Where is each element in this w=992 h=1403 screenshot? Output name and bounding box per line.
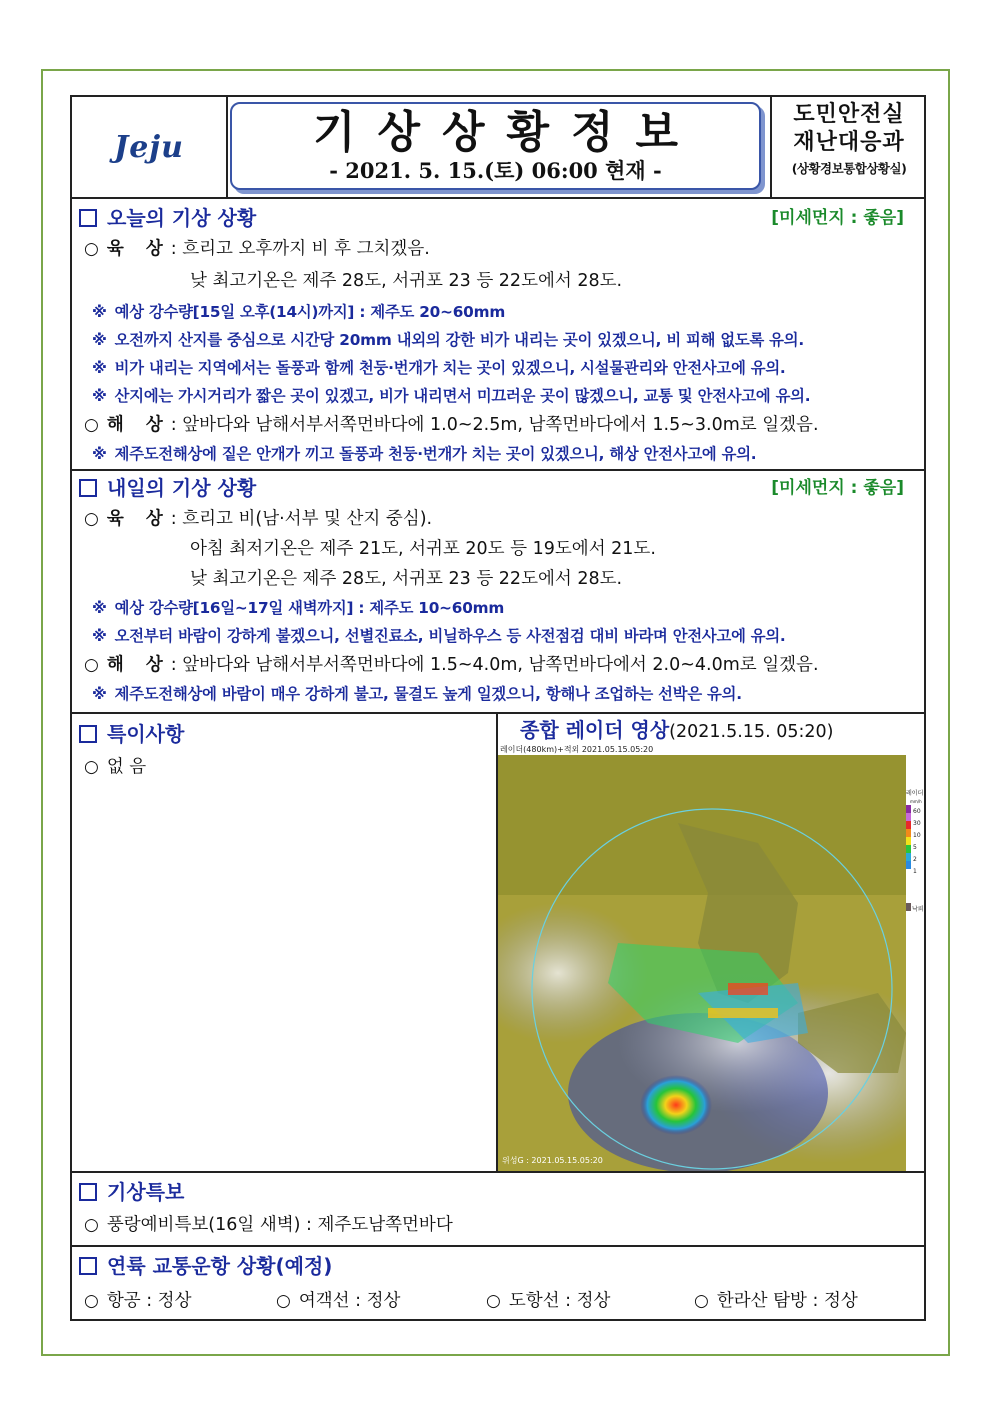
transport-island-ferry: ○ 도항선 : 정상	[486, 1291, 611, 1311]
organization-box	[770, 97, 926, 197]
legend-value: 2	[913, 856, 917, 863]
title-box	[230, 102, 761, 190]
radar-map-graphic	[498, 743, 924, 1171]
legend-unit: mm/h	[910, 799, 922, 804]
divider	[72, 712, 924, 714]
legend-value: 30	[913, 820, 921, 827]
checkbox-icon	[79, 479, 97, 497]
legend-value: 60	[913, 808, 921, 815]
tomorrow-land: ○ 육 상: 흐리고 비(남·서부 및 산지 중심).	[84, 509, 433, 529]
today-note-4: ※ 산지에는 가시거리가 짧은 곳이 있겠고, 비가 내리면서 미끄러운 곳이 많겠으니, 교통 및 안전사고에 유의.	[92, 387, 811, 405]
legend-title: 레이더	[906, 790, 924, 797]
report-document	[70, 95, 926, 1321]
circle-bullet-icon: ○	[84, 757, 99, 777]
radar-img-header: 레이더(480km)+적외 2021.05.15.05:20	[500, 745, 654, 754]
checkbox-icon	[79, 725, 97, 743]
tomorrow-title: 내일의 기상 상황	[79, 475, 256, 501]
warning-title: 기상특보	[79, 1179, 184, 1205]
today-sea: ○ 해 상: 앞바다와 남해서부서쪽먼바다에 1.0~2.5m, 남쪽먼바다에서 1.5~3.0m로 일겠음.	[84, 415, 819, 435]
tomorrow-note-1: ※ 예상 강수량[16일~17일 새벽까지] : 제주도 10~60mm	[92, 599, 505, 617]
today-sea-note: ※ 제주도전해상에 짙은 안개가 끼고 돌풍과 천둥·번개가 치는 곳이 있겠으니, 해상 안전사고에 유의.	[92, 445, 757, 463]
logo-text: Jeju	[114, 129, 184, 165]
today-land-temp: 낮 최고기온은 제주 28도, 서귀포 23 등 22도에서 28도.	[190, 271, 623, 291]
legend-value: 5	[913, 844, 917, 851]
warning-item: ○ 풍랑예비특보(16일 새벽) : 제주도남쪽먼바다	[84, 1215, 453, 1235]
circle-bullet-icon: ○	[84, 655, 99, 675]
transport-title: 연륙 교통운항 상황(예정)	[79, 1253, 332, 1279]
radar-image	[496, 743, 924, 1171]
report-header	[72, 97, 924, 199]
tomorrow-note-2: ※ 오전부터 바람이 강하게 불겠으니, 선별진료소, 비닐하우스 등 사전점검 대비 바라며 안전사고에 유의.	[92, 627, 786, 645]
radar-timestamp: (2021.5.15. 05:20)	[669, 722, 834, 742]
divider	[72, 1245, 924, 1247]
checkbox-icon	[79, 1183, 97, 1201]
circle-bullet-icon: ○	[84, 415, 99, 435]
circle-bullet-icon: ○	[486, 1291, 501, 1311]
legend-value: 10	[913, 832, 921, 839]
report-date: - 2021. 5. 15.(토) 06:00 현재 -	[329, 158, 662, 183]
circle-bullet-icon: ○	[84, 1215, 99, 1235]
today-section	[72, 199, 924, 469]
legend-lightning: 낙뢰	[912, 906, 924, 913]
radar-title: 종합 레이더 영상(2021.5.15. 05:20)	[520, 718, 834, 742]
today-note-1: ※ 예상 강수량[15일 오후(14시)까지] : 제주도 20~60mm	[92, 303, 506, 321]
divider	[72, 1171, 924, 1173]
transport-hallasan: ○ 한라산 탐방 : 정상	[694, 1291, 858, 1311]
circle-bullet-icon: ○	[84, 509, 99, 529]
special-title: 특이사항	[79, 721, 184, 747]
circle-bullet-icon: ○	[694, 1291, 709, 1311]
org-division: 재난대응과	[793, 130, 905, 155]
circle-bullet-icon: ○	[84, 239, 99, 259]
legend-value: 1	[913, 868, 917, 875]
today-note-3: ※ 비가 내리는 지역에서는 돌풍과 함께 천둥·번개가 치는 곳이 있겠으니, 시설물관리와 안전사고에 유의.	[92, 359, 786, 377]
org-department: 도민안전실	[793, 102, 905, 127]
today-dust: [미세먼지 : 좋음]	[771, 208, 904, 228]
radar-img-footer: 위성G : 2021.05.15.05:20	[502, 1156, 603, 1165]
today-land: ○ 육 상: 흐리고 오후까지 비 후 그치겠음.	[84, 239, 430, 259]
tomorrow-sea: ○ 해 상: 앞바다와 남해서부서쪽먼바다에 1.5~4.0m, 남쪽먼바다에서 2.0~4.0m로 일겠음.	[84, 655, 819, 675]
checkbox-icon	[79, 1257, 97, 1275]
tomorrow-land-max: 낮 최고기온은 제주 28도, 서귀포 23 등 22도에서 28도.	[190, 569, 623, 589]
divider-vertical	[496, 714, 498, 743]
org-office: (상황경보통합상황실)	[791, 161, 907, 176]
tomorrow-section	[72, 471, 924, 714]
special-item: ○ 없 음	[84, 757, 147, 777]
transport-air: ○ 항공 : 정상	[84, 1291, 192, 1311]
transport-ferry: ○ 여객선 : 정상	[276, 1291, 401, 1311]
tomorrow-land-min: 아침 최저기온은 제주 21도, 서귀포 20도 등 19도에서 21도.	[190, 539, 656, 559]
tomorrow-sea-note: ※ 제주도전해상에 바람이 매우 강하게 불고, 물결도 높게 일겠으니, 항해나 조업하는 선박은 유의.	[92, 685, 742, 703]
today-title: 오늘의 기상 상황	[79, 205, 256, 231]
checkbox-icon	[79, 209, 97, 227]
circle-bullet-icon: ○	[276, 1291, 291, 1311]
today-note-2: ※ 오전까지 산지를 중심으로 시간당 20mm 내외의 강한 비가 내리는 곳이 있겠으니, 비 피해 없도록 유의.	[92, 331, 804, 349]
jeju-logo	[72, 97, 228, 197]
tomorrow-dust: [미세먼지 : 좋음]	[771, 478, 904, 498]
circle-bullet-icon: ○	[84, 1291, 99, 1311]
page-title: 기상상황정보	[312, 107, 701, 158]
